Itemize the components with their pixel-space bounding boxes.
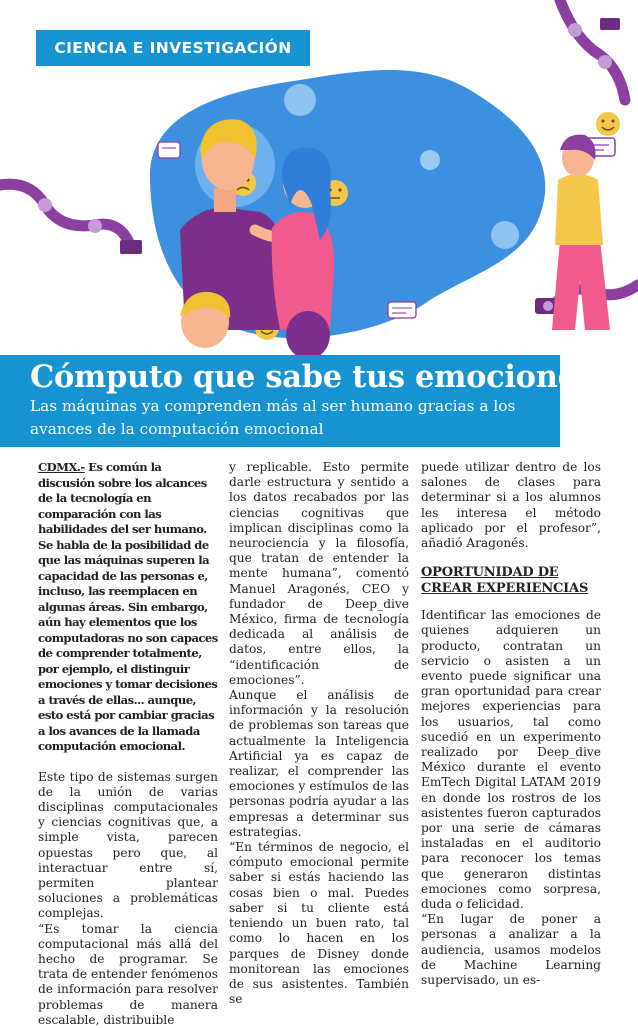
child-figure	[180, 292, 230, 348]
section-tag	[36, 30, 310, 66]
paragraph: puede utilizar dentro de los salones de clases para determinar si a los alumnos les interesa el método aplicado por el profesor”, añadió Aragonés.	[421, 460, 601, 551]
paragraph: Identificar las emociones de quienes adquieren un producto, contratan un servicio o asisten a un evento puede significar una gran oportunidad para crear mejores experiencias para los usuarios, tal como sucedió en un experimento realizado por Deep_dive México durante el evento EmTech Digital LATAM 2019 en donde los rostros de los asistentes fueron capturados por una serie de cámaras instaladas en el auditorio para reconocer los temas que generaron distintas emociones como sorpresa, duda o felicidad.	[421, 608, 601, 912]
article-lead	[38, 460, 218, 755]
article-column-3	[421, 460, 601, 988]
robot-arm-icon	[0, 184, 142, 254]
article-subtitle: Las máquinas ya comprenden más al ser humano gracias a los avances de la computación emocional	[30, 397, 516, 438]
happy-emoji-icon	[596, 112, 620, 136]
section-label: CIENCIA E INVESTIGACIÓN	[54, 39, 292, 57]
section-subheading: OPORTUNIDAD DE CREAR EXPERIENCIAS	[421, 565, 589, 596]
robot-arm-icon	[560, 0, 625, 100]
paragraph: “Es tomar la ciencia computacional más allá del hecho de programar. Se trata de entender fenómenos de información para resolver problemas de manera escalable, distribuible	[38, 921, 218, 1027]
purple-hair-figure	[286, 311, 330, 359]
article-column-2	[229, 460, 409, 1007]
standing-woman-figure	[552, 135, 610, 330]
paragraph: “En lugar de poner a personas a analizar a la audiencia, usamos modelos de Machine Learning supervisado, un es-	[421, 912, 601, 988]
paragraph: “En términos de negocio, el cómputo emocional permite saber si estás haciendo las cosas bien o mal. Puedes saber si tu cliente está teniendo un buen rato, tal como lo hacen en los parques de Disney donde monitorean las emociones de sus asistentes. También se	[229, 840, 409, 1007]
chat-bubble-icon	[158, 142, 180, 158]
lead-text: Es común la discusión sobre los alcances de la tecnología en comparación con las habilidades del ser humano. Se habla de la posibilidad de que las máquinas superen la capacidad de las personas e, incluso, las reemplacen en algunas áreas. Sin embargo, aún hay elementos que los computadoras no son capaces de comprender totalmente, por ejemplo, el distinguir emociones y tomar decisiones a través de ellas... aunque, esto está por cambiar gracias a los avances de la llamada computación emocional.	[38, 460, 218, 753]
lead-place: CDMX.-	[38, 460, 85, 474]
paragraph: Este tipo de sistemas surgen de la unión de varias disciplinas computacionales y ciencias cognitivas que, a simple vista, parecen opuestas pero que, al interactuar entre sí, permiten plantear soluciones a problemáticas complejas.	[38, 769, 218, 921]
article-title: Cómputo que sabe tus emociones	[30, 359, 594, 395]
article-column-1	[38, 460, 218, 1028]
paragraph: Aunque el análisis de información y la resolución de problemas son tareas que actualmente la Inteligencia Artificial ya es capaz de realizar, el comprender las emociones y estímulos de las personas podría ayudar a las empresas a determinar sus estrategias.	[229, 688, 409, 839]
paragraph: y replicable. Esto permite darle estructura y sentido a los datos recabados por las ciencias cognitivas que implican disciplinas como la neurociencia y la filosofía, que tratan de entender la mente humana”, comentó Manuel Aragonés, CEO y fundador de Deep_dive México, firma de tecnología dedicada al análisis de datos, entre ellos, la “identificación de emociones”.	[229, 460, 409, 687]
headline-banner	[0, 355, 594, 447]
chat-bubble-icon	[388, 302, 416, 318]
